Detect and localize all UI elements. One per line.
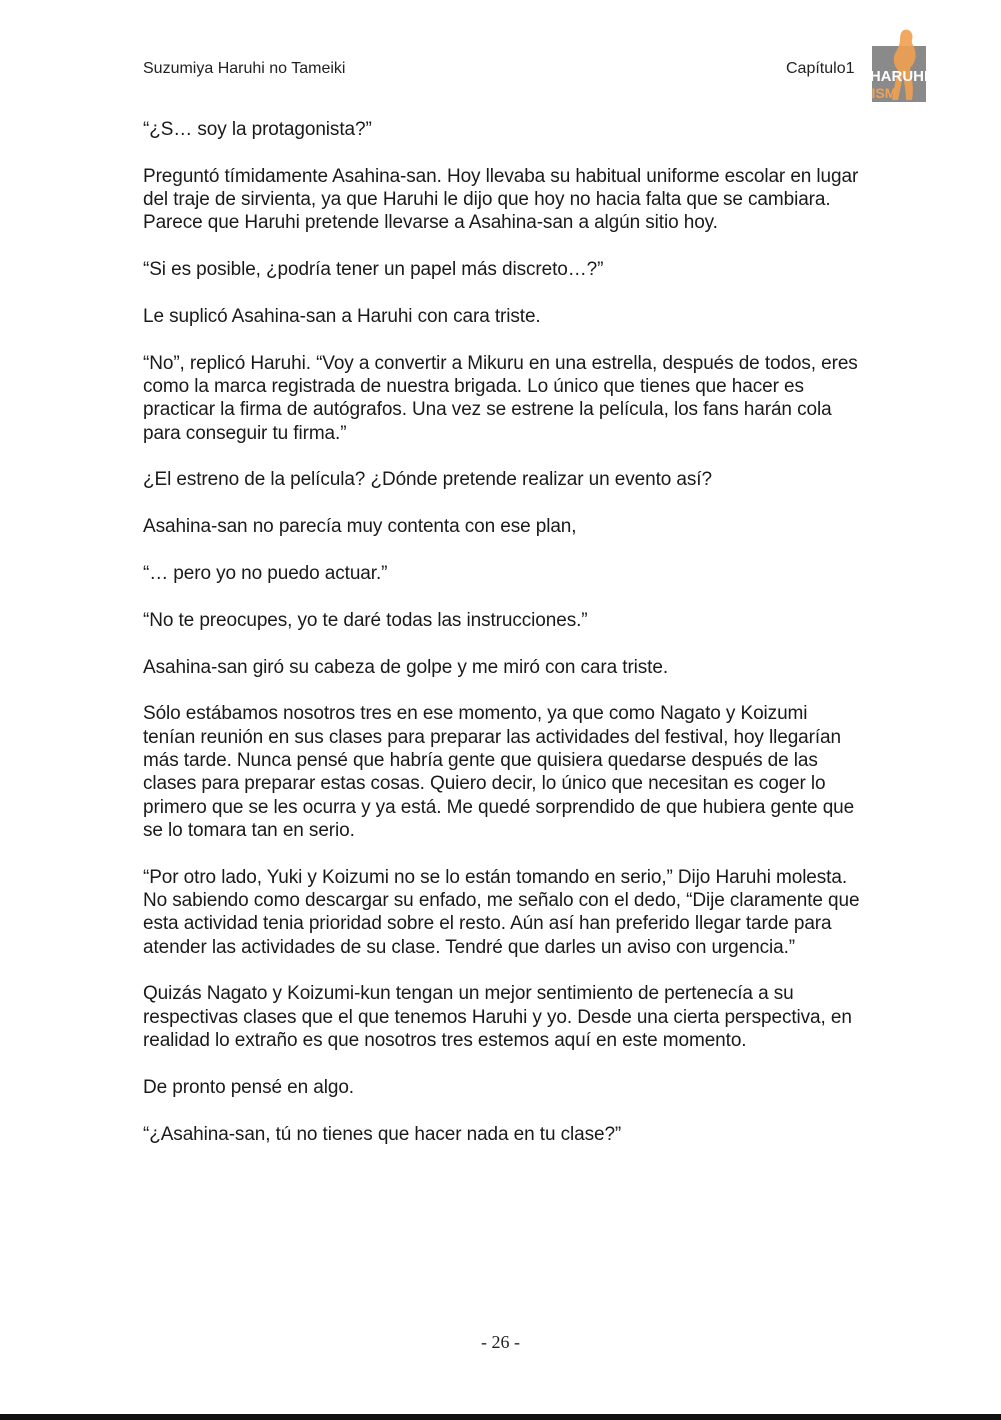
- paragraph: “Si es posible, ¿podría tener un papel más discreto…?”: [143, 259, 604, 281]
- paragraph: Le suplicó Asahina-san a Haruhi con cara triste.: [143, 305, 541, 327]
- page-body: [143, 118, 861, 1169]
- paragraph: “… pero yo no puedo actuar.”: [143, 563, 388, 585]
- paragraph: De pronto pensé en algo.: [143, 1076, 354, 1098]
- paragraph: “No”, replicó Haruhi. “Voy a convertir a Mikuru en una estrella, después de todos, eres como la marca registrada de nuestra brigada. Lo único que tienes que hacer es practicar la firma de autógrafos. Una vez se estrene la película, los fans harán cola para conseguir tu firma.”: [143, 352, 858, 444]
- haruhiism-logo: [870, 28, 928, 102]
- page-number: - 26 -: [481, 1332, 520, 1352]
- paragraph: Asahina-san no parecía muy contenta con ese plan,: [143, 516, 577, 538]
- logo-text-bottom: ISM: [871, 85, 897, 101]
- paragraph: “¿Asahina-san, tú no tienes que hacer nada en tu clase?”: [143, 1123, 622, 1145]
- bottom-border: [0, 1414, 1001, 1420]
- paragraph: Quizás Nagato y Koizumi-kun tengan un mejor sentimiento de pertenecía a su respectivas clases que el que tenemos Haruhi y yo. Desde una cierta perspectiva, en realidad lo extraño es que nosotros tres estemos aquí en este momento.: [143, 983, 852, 1052]
- paragraph: Preguntó tímidamente Asahina-san. Hoy llevaba su habitual uniforme escolar en lugar del traje de sirvienta, ya que Haruhi le dijo que hoy no hacia falta que se cambiara. Parece que Haruhi pretende llevarse a Asahina-san a algún sitio hoy.: [143, 165, 859, 234]
- paragraph: Sólo estábamos nosotros tres en ese momento, ya que como Nagato y Koizumi tenían reunión en sus clases para preparar las actividades del festival, hoy llegarían más tarde. Nunca pensé que habría gente que quisiera quedarse después de las clases para preparar estas cosas. Quiero decir, lo único que necesitan es coger lo primero que se les ocurra y ya está. Me quedé sorprendido de que hubiera gente que se lo tomara tan en serio.: [143, 703, 855, 841]
- paragraph: “¿S… soy la protagonista?”: [143, 119, 372, 140]
- paragraph: “No te preocupes, yo te daré todas las instrucciones.”: [143, 609, 588, 631]
- running-header-chapter: Capítulo1: [786, 60, 855, 77]
- paragraph: Asahina-san giró su cabeza de golpe y me miró con cara triste.: [143, 656, 669, 678]
- paragraph: “Por otro lado, Yuki y Koizumi no se lo están tomando en serio,” Dijo Haruhi molesta. No sabiendo como descargar su enfado, me señalo con el dedo, “Dije claramente que esta actividad tenia prioridad sobre el resto. Aún así han preferido llegar tarde para atender las actividades de su clase. Tendré que darles un aviso con urgencia.”: [143, 866, 860, 958]
- paragraph: ¿El estreno de la película? ¿Dónde pretende realizar un evento así?: [143, 469, 712, 491]
- running-header-title: Suzumiya Haruhi no Tameiki: [143, 60, 346, 77]
- logo-text-top: HARUHI: [870, 68, 928, 85]
